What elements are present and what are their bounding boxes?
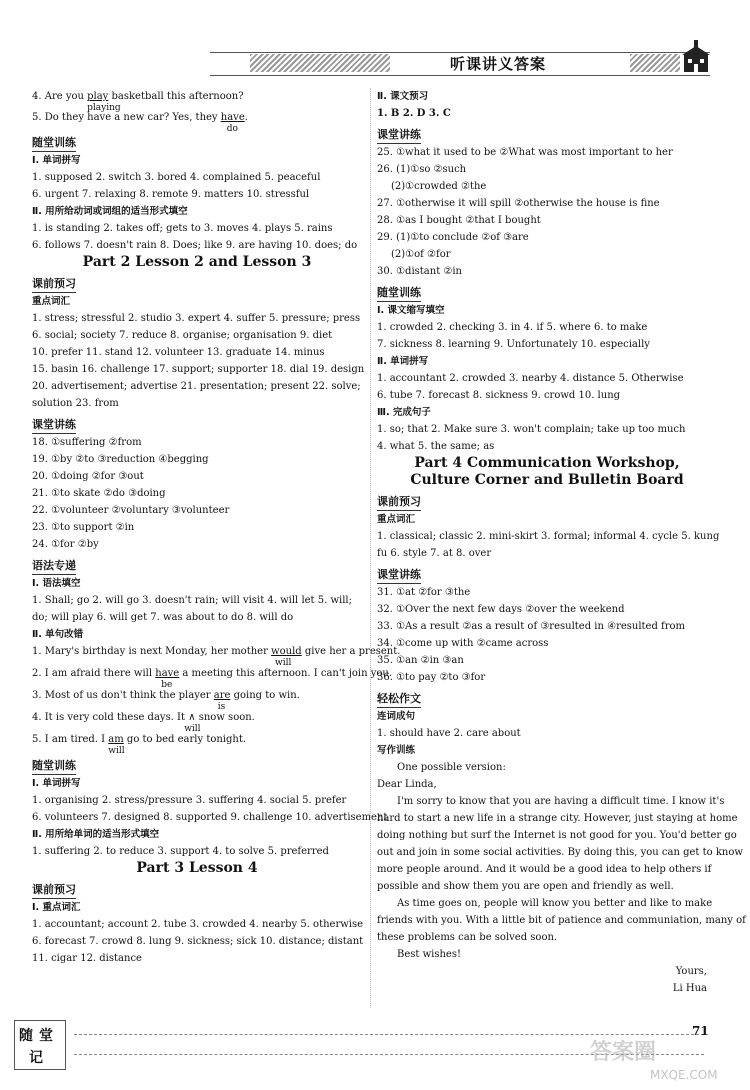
- version-note: One possible version:: [397, 762, 506, 773]
- answer-line: 15. basin 16. challenge 17. support; supporter 18. dial 19. design: [32, 364, 365, 375]
- sample-letter: [377, 759, 746, 997]
- section-heading: 随堂训练: [32, 757, 76, 775]
- answer-line: 7. sickness 8. learning 9. Unfortunately 10. especially: [377, 339, 650, 350]
- wrong-word: have: [220, 112, 245, 123]
- subsection-heading: 重点词汇: [32, 296, 71, 307]
- answer-line: 4. what 5. the same; as: [377, 441, 495, 452]
- subsection-heading: Ⅱ. 课文预习: [377, 91, 429, 102]
- line-text: go to bed early tonight.: [123, 734, 247, 745]
- line-text: .: [244, 112, 248, 123]
- section-heading: 轻松作文: [377, 690, 421, 708]
- letter-line: hard to start a new life in a strange city. However, just staying at home: [377, 813, 738, 824]
- letter-salutation: Dear Linda,: [377, 779, 437, 790]
- answer-line: 1. stress; stressful 2. studio 3. expert 4. suffer 5. pressure; press: [32, 313, 361, 324]
- subsection-heading: 重点词汇: [377, 514, 416, 525]
- answer-line: fu 6. style 7. at 8. over: [377, 548, 492, 559]
- line-text: 1. Mary's birthday is next Monday, her mother: [32, 646, 272, 657]
- answer-line: 6. urgent 7. relaxing 8. remote 9. matters 10. stressful: [32, 189, 310, 200]
- letter-sign-off: Yours,: [675, 966, 707, 977]
- answer-line: 32. ①Over the next few days ②over the weekend: [377, 604, 625, 615]
- answer-line: 22. ①volunteer ②voluntary ③volunteer: [32, 505, 230, 516]
- answer-line: 25. ①what it used to be ②What was most important to her: [377, 147, 673, 158]
- part-title: Part 2 Lesson 2 and Lesson 3: [82, 254, 312, 270]
- subsection-heading: Ⅱ. 用所给单词的适当形式填空: [32, 829, 160, 840]
- line-text: snow soon.: [195, 712, 255, 723]
- wrong-word: play: [87, 91, 109, 102]
- answer-line: 6. tube 7. forecast 8. sickness 9. crowd 10. lung: [377, 390, 621, 401]
- letter-line: I'm sorry to know that you are having a difficult time. I know it's: [397, 796, 725, 807]
- section-heading: 随堂训练: [32, 134, 76, 152]
- wrong-word: would: [271, 646, 302, 657]
- answer-line: 6. volunteers 7. designed 8. supported 9. challenge 10. advertisement: [32, 812, 388, 823]
- answer-line: (2)①crowded ②the: [391, 181, 487, 192]
- answer-line: solution 23. from: [32, 398, 119, 409]
- subsection-heading: 连词成句: [377, 711, 416, 722]
- answer-line: 1. supposed 2. switch 3. bored 4. complained 5. peaceful: [32, 172, 321, 183]
- answer-line: 1. so; that 2. Make sure 3. won't complain; take up too much: [377, 424, 686, 435]
- wrong-word: are: [213, 690, 231, 701]
- letter-line: possible and show them you are open and friendly as well.: [377, 881, 674, 892]
- answer-line: 20. advertisement; advertise 21. presentation; present 22. solve;: [32, 381, 361, 392]
- correction-word: do: [226, 124, 238, 134]
- line-text: 3. Most of us don't think the player: [32, 690, 214, 701]
- letter-signature: Li Hua: [672, 983, 707, 994]
- subsection-heading: 写作训练: [377, 745, 416, 756]
- footer-char: 记: [29, 1050, 43, 1066]
- footer-emblem: [14, 1020, 66, 1070]
- line-text: going to win.: [230, 690, 300, 701]
- answer-line: 19. ①by ②to ③reduction ④begging: [32, 454, 209, 465]
- answer-line: 10. prefer 11. stand 12. volunteer 13. graduate 14. minus: [32, 347, 325, 358]
- correction-line: [32, 88, 362, 113]
- correction-word: will: [184, 724, 201, 734]
- letter-line: more people around. And it would be a good idea to help others if: [377, 864, 712, 875]
- line-text: 4. Are you: [32, 91, 88, 102]
- correction-line: [32, 643, 401, 668]
- answer-line: 34. ①come up with ②came across: [377, 638, 549, 649]
- answer-line: 1. should have 2. care about: [377, 728, 521, 739]
- answer-line: 6. social; society 7. reduce 8. organise; organisation 9. diet: [32, 330, 333, 341]
- line-text: 2. I am afraid there will: [32, 668, 156, 679]
- answer-line: 6. follows 7. doesn't rain 8. Does; like 9. are having 10. does; do: [32, 240, 358, 251]
- correction-word: be: [161, 680, 173, 690]
- section-heading: 课堂讲练: [32, 416, 76, 434]
- answer-line: 18. ①suffering ②from: [32, 437, 142, 448]
- letter-line: doing nothing but surf the Internet is not good for you. You'd better go: [377, 830, 737, 841]
- letter-line: these problems can be solved soon.: [377, 932, 558, 943]
- line-text: 5. Do they have a new car? Yes, they: [32, 112, 221, 123]
- insert-mark: ∧: [188, 712, 196, 723]
- subsection-heading: Ⅱ. 用所给动词或词组的适当形式填空: [32, 206, 188, 217]
- answer-line: 31. ①at ②for ③the: [377, 587, 471, 598]
- wrong-word: am: [108, 734, 124, 745]
- correction-word: is: [217, 702, 226, 712]
- section-heading: 课前预习: [377, 493, 421, 511]
- line-text: a meeting this afternoon. I can't join you.: [179, 668, 393, 679]
- letter-line: As time goes on, people will know you better and like to make: [397, 898, 713, 909]
- correction-line: [32, 665, 393, 690]
- watermark-url: MXQE.COM: [650, 1068, 718, 1082]
- line-text: 5. I am tired. I: [32, 734, 109, 745]
- answer-line: 11. cigar 12. distance: [32, 953, 142, 964]
- page-header: [0, 0, 750, 80]
- subsection-heading: Ⅲ. 完成句子: [377, 407, 431, 418]
- answer-line: 1. B 2. D 3. C: [377, 108, 451, 119]
- answer-line: 26. (1)①so ②such: [377, 164, 467, 175]
- correction-line: [32, 709, 362, 734]
- subsection-heading: Ⅰ. 语法填空: [32, 578, 81, 589]
- answer-line: 29. (1)①to conclude ②of ③are: [377, 232, 529, 243]
- footer-char: 堂: [39, 1028, 53, 1044]
- answer-line: 36. ①to pay ②to ③for: [377, 672, 486, 683]
- answer-line: do; will play 6. will get 7. was about to do 8. will do: [32, 612, 294, 623]
- answer-line: 24. ①for ②by: [32, 539, 99, 550]
- answer-line: 1. accountant; account 2. tube 3. crowded 4. nearby 5. otherwise: [32, 919, 364, 930]
- answer-line: 1. organising 2. stress/pressure 3. suffering 4. social 5. prefer: [32, 795, 347, 806]
- answer-line: 33. ①As a result ②as a result of ③resulted in ④resulted from: [377, 621, 686, 632]
- subsection-heading: Ⅰ. 课文缩写填空: [377, 305, 445, 316]
- section-heading: 随堂训练: [377, 284, 421, 302]
- watermark: 答案圈: [590, 1040, 657, 1065]
- answer-line: 1. is standing 2. takes off; gets to 3. moves 4. plays 5. rains: [32, 223, 333, 234]
- correction-line: [32, 687, 362, 712]
- line-text: 4. It is very cold these days. It: [32, 712, 189, 723]
- right-column: [377, 88, 746, 997]
- answer-line: 1. suffering 2. to reduce 3. support 4. to solve 5. preferred: [32, 846, 329, 857]
- section-heading: 语法专递: [32, 557, 76, 575]
- subsection-heading: Ⅰ. 单词拼写: [32, 778, 81, 789]
- answer-line: 1. accountant 2. crowded 3. nearby 4. distance 5. Otherwise: [377, 373, 684, 384]
- letter-line: out and join in some social activities. By doing this, you can get to know: [377, 847, 743, 858]
- footer-char: 随: [19, 1028, 33, 1044]
- line-text: give her a present.: [301, 646, 401, 657]
- subsection-heading: Ⅱ. 单句改错: [32, 629, 84, 640]
- correction-word: will: [275, 658, 292, 668]
- part-title: Part 4 Communication Workshop,: [414, 455, 680, 471]
- page-number: 71: [692, 1024, 709, 1038]
- section-heading: 课堂讲练: [377, 566, 421, 584]
- line-text: basketball this afternoon?: [108, 91, 244, 102]
- part-title: Part 3 Lesson 4: [136, 860, 258, 876]
- wrong-word: have: [155, 668, 180, 679]
- answer-line: (2)①of ②for: [391, 249, 451, 260]
- section-heading: 课堂讲练: [377, 126, 421, 144]
- correction-word: playing: [87, 103, 121, 113]
- letter-line: friends with you. With a little bit of patience and communiation, many of: [377, 915, 746, 926]
- answer-line: 6. forecast 7. crowd 8. lung 9. sickness; sick 10. distance; distant: [32, 936, 364, 947]
- subsection-heading: Ⅰ. 单词拼写: [32, 155, 81, 166]
- header-title: 听课讲义答案: [450, 55, 547, 73]
- section-heading: 课前预习: [32, 275, 76, 293]
- subsection-heading: Ⅰ. 重点词汇: [32, 902, 81, 913]
- answer-line: 23. ①to support ②in: [32, 522, 135, 533]
- correction-line: [32, 109, 362, 134]
- answer-line: 1. classical; classic 2. mini-skirt 3. formal; informal 4. cycle 5. kung: [377, 531, 720, 542]
- answer-line: 27. ①otherwise it will spill ②otherwise the house is fine: [377, 198, 660, 209]
- answer-line: 28. ①as I bought ②that I bought: [377, 215, 541, 226]
- header-stripe-decoration: [250, 54, 390, 72]
- subsection-heading: Ⅱ. 单词拼写: [377, 356, 429, 367]
- part-title-continued: Culture Corner and Bulletin Board: [410, 472, 684, 488]
- letter-closing: Best wishes!: [397, 949, 461, 960]
- answer-line: 21. ①to skate ②do ③doing: [32, 488, 166, 499]
- column-divider: [370, 88, 371, 1008]
- answer-line: 30. ①distant ②in: [377, 266, 462, 277]
- answer-line: 1. Shall; go 2. will go 3. doesn't rain; will visit 4. will let 5. will;: [32, 595, 352, 606]
- answer-line: 35. ①an ②in ③an: [377, 655, 464, 666]
- answer-line: 1. crowded 2. checking 3. in 4. if 5. where 6. to make: [377, 322, 648, 333]
- header-stripe-decoration-right: [630, 54, 680, 72]
- correction-word: will: [108, 746, 125, 756]
- answer-line: 20. ①doing ②for ③out: [32, 471, 144, 482]
- school-building-icon: [682, 40, 710, 74]
- section-heading: 课前预习: [32, 881, 76, 899]
